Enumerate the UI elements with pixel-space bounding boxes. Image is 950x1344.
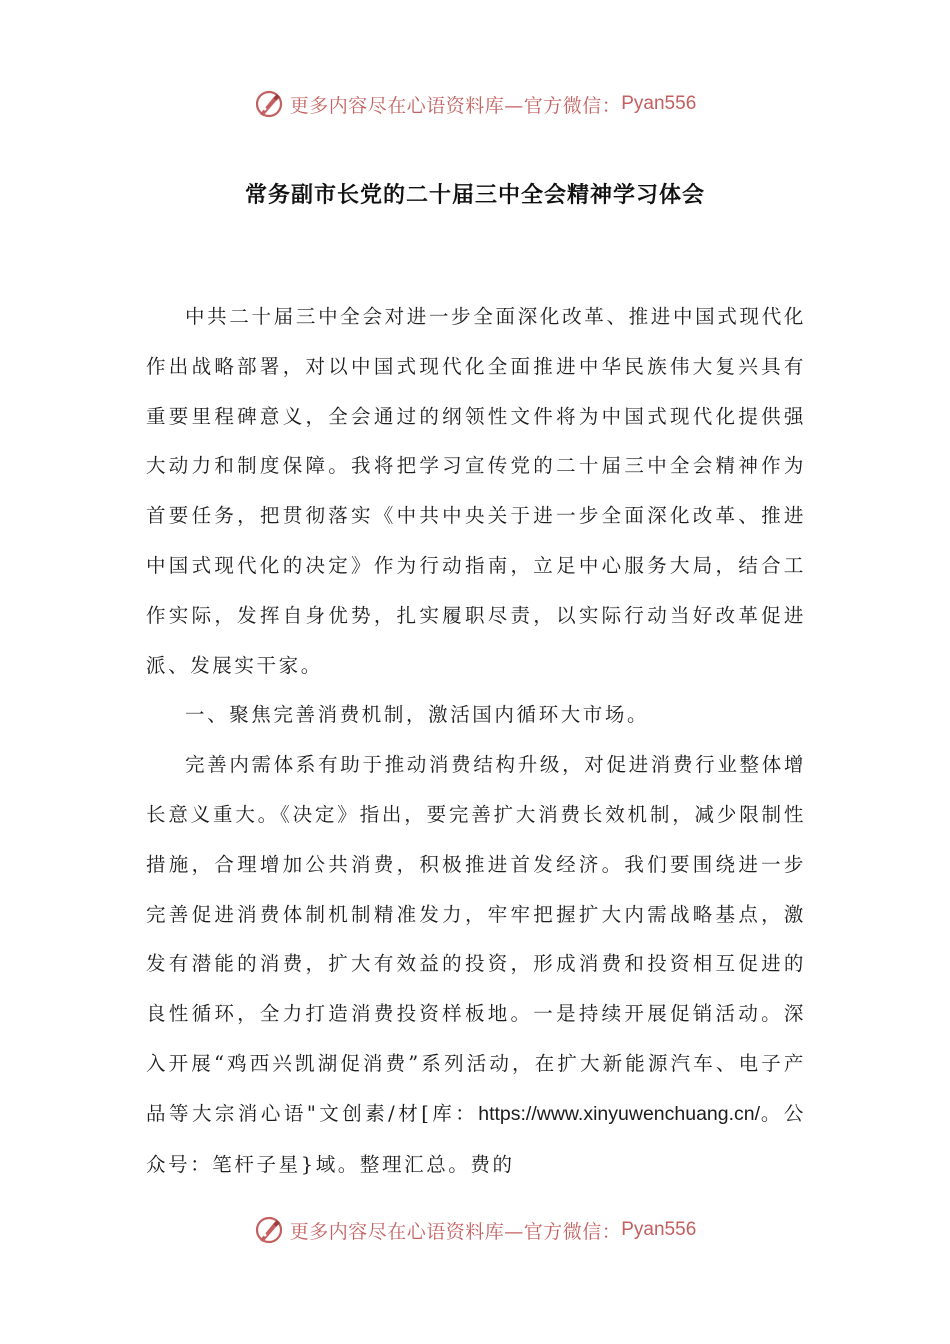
footer-banner-text: 更多内容尽在心语资料库—官方微信：: [289, 1220, 622, 1243]
pen-logo-icon: [254, 89, 284, 119]
website-url: https://www.xinyuwenchuang.cn/: [478, 1102, 761, 1125]
paragraph-consumption-text: 完善内需体系有助于推动消费结构升级，对促进消费行业整体增长意义重大。《决定》指出，要完善扩大消费长效机制，减少限制性措施，合理增加公共消费，积极推进首发经济。我们要围绕进一步完善促进消费体制机制精准发力，牢牢把握扩大内需战略基点，激发有潜能的消费，扩大有效益的投资，形成消费和投资相互促进的良性循环，全力打造消费投资样板地。一是持续开展促销活动。深入开展“鸡西兴凯湖促消费”系列活动，在扩大新能源汽车、电子产品等大宗消心语"文创素/材[库：: [146, 753, 806, 1125]
header-banner: [0, 82, 950, 126]
footer-banner: [0, 1208, 950, 1252]
paragraph-intro: 中共二十届三中全会对进一步全面深化改革、推进中国式现代化作出战略部署，对以中国式现代化全面推进中华民族伟大复兴具有重要里程碑意义，全会通过的纲领性文件将为中国式现代化提供强大动力和制度保障。我将把学习宣传党的二十届三中全会精神作为首要任务，把贯彻落实《中共中央关于进一步全面深化改革、推进中国式现代化的决定》作为行动指南，立足中心服务大局，结合工作实际，发挥自身优势，扎实履职尽责，以实际行动当好改革促进派、发展实干家。: [146, 305, 806, 677]
footer-wechat-id: Pyan556: [621, 1219, 697, 1240]
paragraph-consumption: [146, 740, 806, 1189]
document-body: [146, 292, 806, 1189]
document-title: 常务副市长党的二十届三中全会精神学习体会: [244, 183, 705, 208]
section-heading-1: 一、聚焦完善消费机制，激活国内循环大市场。: [185, 703, 650, 727]
header-wechat-id: Pyan556: [621, 93, 697, 114]
header-banner-text: 更多内容尽在心语资料库—官方微信：: [289, 94, 622, 117]
pen-logo-icon: [254, 1215, 284, 1245]
paragraph-consumption-tail: 。公众号：笔杆子星}域。整理汇总。费的: [146, 1101, 807, 1176]
